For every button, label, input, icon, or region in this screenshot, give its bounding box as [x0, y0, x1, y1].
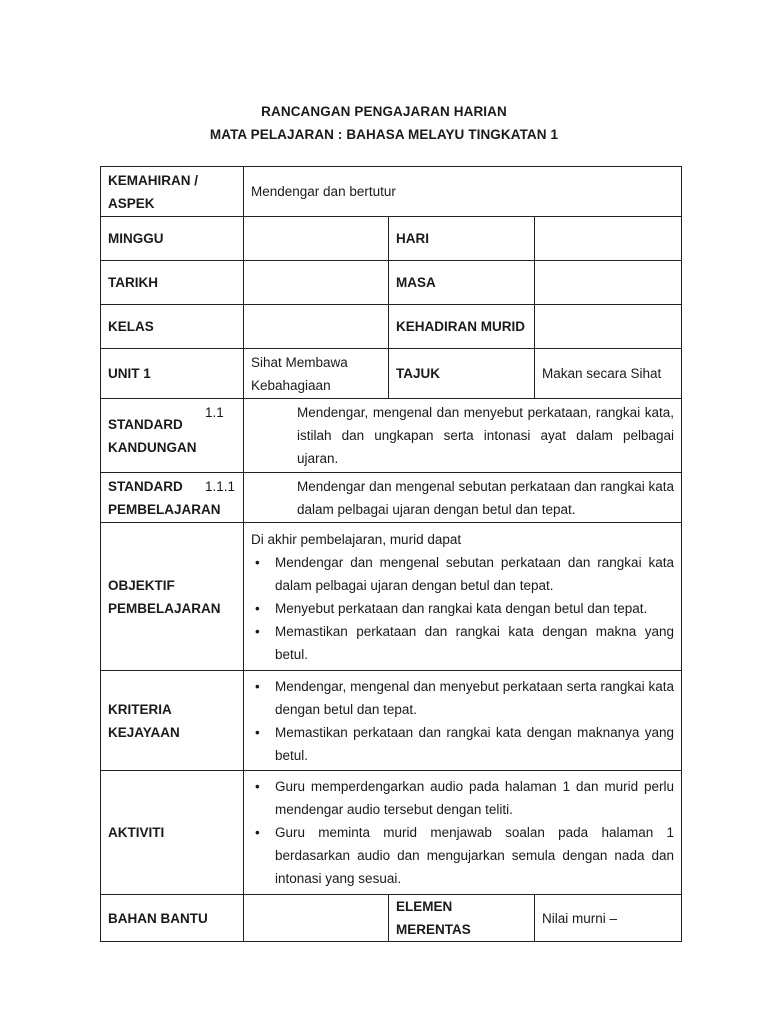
label-unit: UNIT 1: [101, 349, 244, 399]
label-standard-pembelajaran: STANDARD PEMBELAJARAN: [101, 473, 244, 523]
label-objektif: OBJEKTIF PEMBELAJARAN: [101, 523, 244, 671]
label-bahan-bantu: BAHAN BANTU: [101, 895, 244, 942]
row-aktiviti: [101, 771, 682, 895]
objektif-intro: Di akhir pembelajaran, murid dapat: [251, 531, 462, 547]
row-standard-pembelajaran: [101, 473, 682, 523]
row-kemahiran: [101, 167, 682, 217]
value-tajuk: Makan secara Sihat: [535, 349, 682, 399]
row-unit: [101, 349, 682, 399]
document-title: RANCANGAN PENGAJARAN HARIAN: [261, 104, 507, 119]
objektif-list: [251, 551, 674, 666]
aktiviti-list: [251, 775, 674, 890]
value-aktiviti: [244, 771, 682, 895]
lesson-plan-table: [100, 166, 682, 942]
value-standard-kandungan: [205, 399, 682, 473]
label-aktiviti: AKTIVITI: [101, 771, 244, 895]
list-item: • Menyebut perkataan dan rangkai kata dengan betul dan tepat.: [251, 597, 674, 620]
value-hari: [535, 217, 682, 261]
value-unit-theme: Sihat Membawa Kebahagiaan: [244, 349, 389, 399]
value-masa: [535, 261, 682, 305]
row-standard-kandungan: [101, 399, 682, 473]
value-kriteria: [244, 671, 682, 771]
standard-kandungan-code: 1.1: [205, 405, 224, 420]
value-standard-pembelajaran: [205, 473, 682, 523]
label-elemen-merentas: ELEMEN MERENTAS: [389, 895, 535, 942]
row-bahan-bantu: [101, 895, 682, 942]
standard-pembelajaran-text: Mendengar dan mengenal sebutan perkataan dan rangkai kata dalam pelbagai ujaran dengan betul dan tepat.: [297, 478, 675, 517]
list-item: • Mendengar dan mengenal sebutan perkataan dan rangkai kata dalam pelbagai ujaran dengan betul dan tepat.: [251, 551, 674, 597]
standard-kandungan-text: Mendengar, mengenal dan menyebut perkataan, rangkai kata, istilah dan ungkapan serta intonasi ayat dalam pelbagai ujaran.: [297, 405, 675, 466]
value-kemahiran: Mendengar dan bertutur: [244, 167, 682, 217]
list-item: • Guru memperdengarkan audio pada halaman 1 dan murid perlu mendengar audio tersebut dengan teliti.: [251, 775, 674, 821]
label-kehadiran-murid: KEHADIRAN MURID: [389, 305, 535, 349]
label-hari: HARI: [389, 217, 535, 261]
list-item: • Guru meminta murid menjawab soalan pada halaman 1 berdasarkan audio dan mengujarkan semula dengan nada dan intonasi yang sesuai.: [251, 821, 674, 890]
label-kelas: KELAS: [101, 305, 244, 349]
value-bahan-bantu: [244, 895, 389, 942]
standard-pembelajaran-code: 1.1.1: [205, 478, 236, 494]
row-minggu: [101, 217, 682, 261]
row-kriteria: [101, 671, 682, 771]
row-kelas: [101, 305, 682, 349]
value-kehadiran-murid: [535, 305, 682, 349]
row-tarikh: [101, 261, 682, 305]
label-standard-kandungan: STANDARD KANDUNGAN: [101, 399, 244, 473]
label-tajuk: TAJUK: [389, 349, 535, 399]
value-objektif: [244, 523, 682, 671]
value-tarikh: [244, 261, 389, 305]
label-kriteria: KRITERIA KEJAYAAN: [101, 671, 244, 771]
list-item: • Memastikan perkataan dan rangkai kata dengan makna yang betul.: [251, 620, 674, 666]
list-item: • Memastikan perkataan dan rangkai kata dengan maknanya yang betul.: [251, 721, 674, 767]
label-masa: MASA: [389, 261, 535, 305]
row-objektif: [101, 523, 682, 671]
value-elemen-merentas: Nilai murni –: [535, 895, 682, 942]
document-subtitle: MATA PELAJARAN : BAHASA MELAYU TINGKATAN 1: [209, 127, 559, 142]
label-kemahiran: KEMAHIRAN / ASPEK: [101, 167, 244, 217]
label-minggu: MINGGU: [101, 217, 244, 261]
list-item: • Mendengar, mengenal dan menyebut perkataan serta rangkai kata dengan betul dan tepat.: [251, 675, 674, 721]
kriteria-list: [251, 675, 674, 767]
value-kelas: [244, 305, 389, 349]
value-minggu: [244, 217, 389, 261]
label-tarikh: TARIKH: [101, 261, 244, 305]
